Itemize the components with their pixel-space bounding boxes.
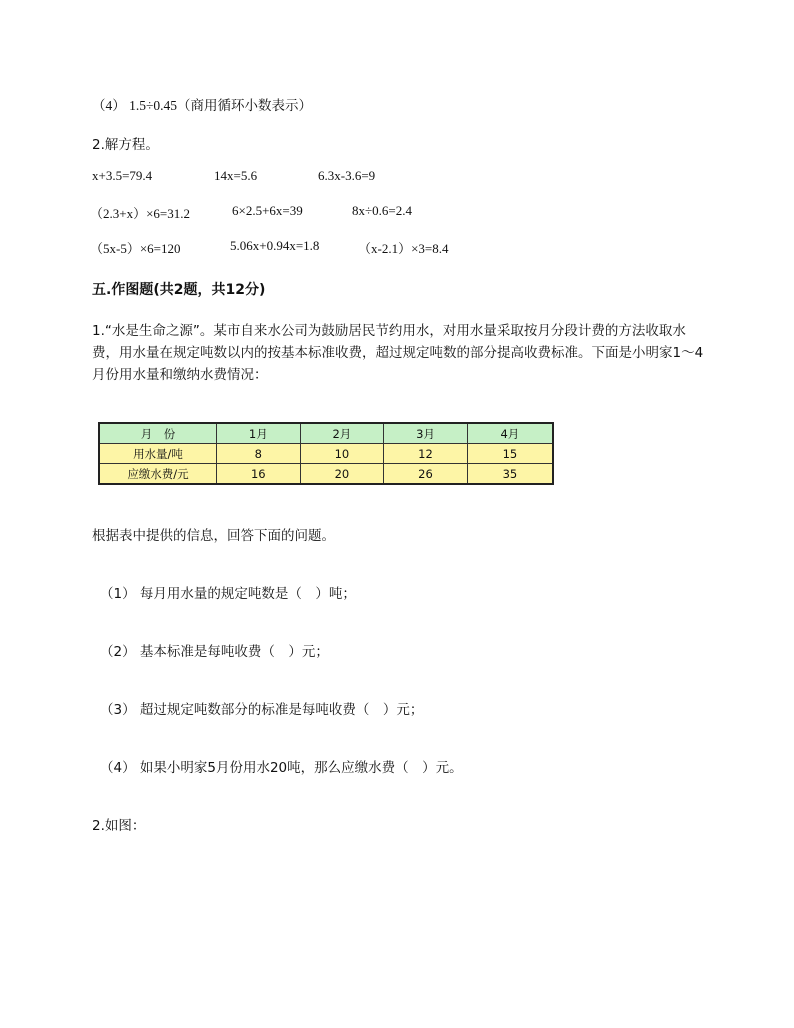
equation-1-3: 6.3x-3.6=9 [318,168,376,183]
table-cell: 1月 [217,423,301,444]
question-1: （1） 每月用水量的规定吨数是（ ）吨； [100,586,356,602]
table-cell: 10 [300,444,384,464]
table-cell: 15 [467,444,553,464]
table-cell: 4月 [467,423,553,444]
table-cell: 26 [384,464,468,485]
division-question: （4） 1.5÷0.45（商用循环小数表示） [92,98,313,113]
equation-2-3: 8x÷0.6=2.4 [352,203,412,218]
water-fee-table [98,422,554,485]
table-row [99,444,553,464]
table-cell: 3月 [384,423,468,444]
equation-2-2: 6×2.5+6x=39 [232,203,303,218]
equation-3-1: （5x-5）×6=120 [90,241,181,256]
table-cell: 16 [217,464,301,485]
question-4: （4） 如果小明家5月份用水20吨，那么应缴水费（ ）元。 [100,760,463,776]
solve-equations-title: 2.解方程。 [92,137,159,153]
equation-3-3: （x-2.1）×3=8.4 [358,241,449,256]
table-cell: 12 [384,444,468,464]
equation-2-1: （2.3+x）×6=31.2 [90,206,190,221]
equation-1-2: 14x=5.6 [214,168,258,183]
problem-1-intro: 1.“水是生命之源”。某市自来水公司为鼓励居民节约用水，对用水量采取按月分段计费的方法收取水费，用水量在规定吨数以内的按基本标准收费，超过规定吨数的部分提高收费标准。下面是小明家1～4月份用水量和缴纳水费情况： [92,323,704,383]
table-row [99,464,553,485]
table-cell: 用水量/吨 [99,444,217,464]
table-cell: 8 [217,444,301,464]
table-cell: 2月 [300,423,384,444]
table-cell: 月 份 [99,423,217,444]
equation-1-1: x+3.5=79.4 [92,168,153,183]
table-header-row [99,423,553,444]
question-3: （3） 超过规定吨数部分的标准是每吨收费（ ）元； [100,702,424,718]
table-cell: 应缴水费/元 [99,464,217,485]
instruction-text: 根据表中提供的信息，回答下面的问题。 [92,528,335,544]
table-cell: 20 [300,464,384,485]
table-cell: 35 [467,464,553,485]
problem-2-title: 2.如图： [92,818,146,834]
question-2: （2） 基本标准是每吨收费（ ）元； [100,644,329,660]
section-5-title: 五.作图题(共2题，共12分) [92,282,266,298]
equation-3-2: 5.06x+0.94x=1.8 [230,238,320,253]
